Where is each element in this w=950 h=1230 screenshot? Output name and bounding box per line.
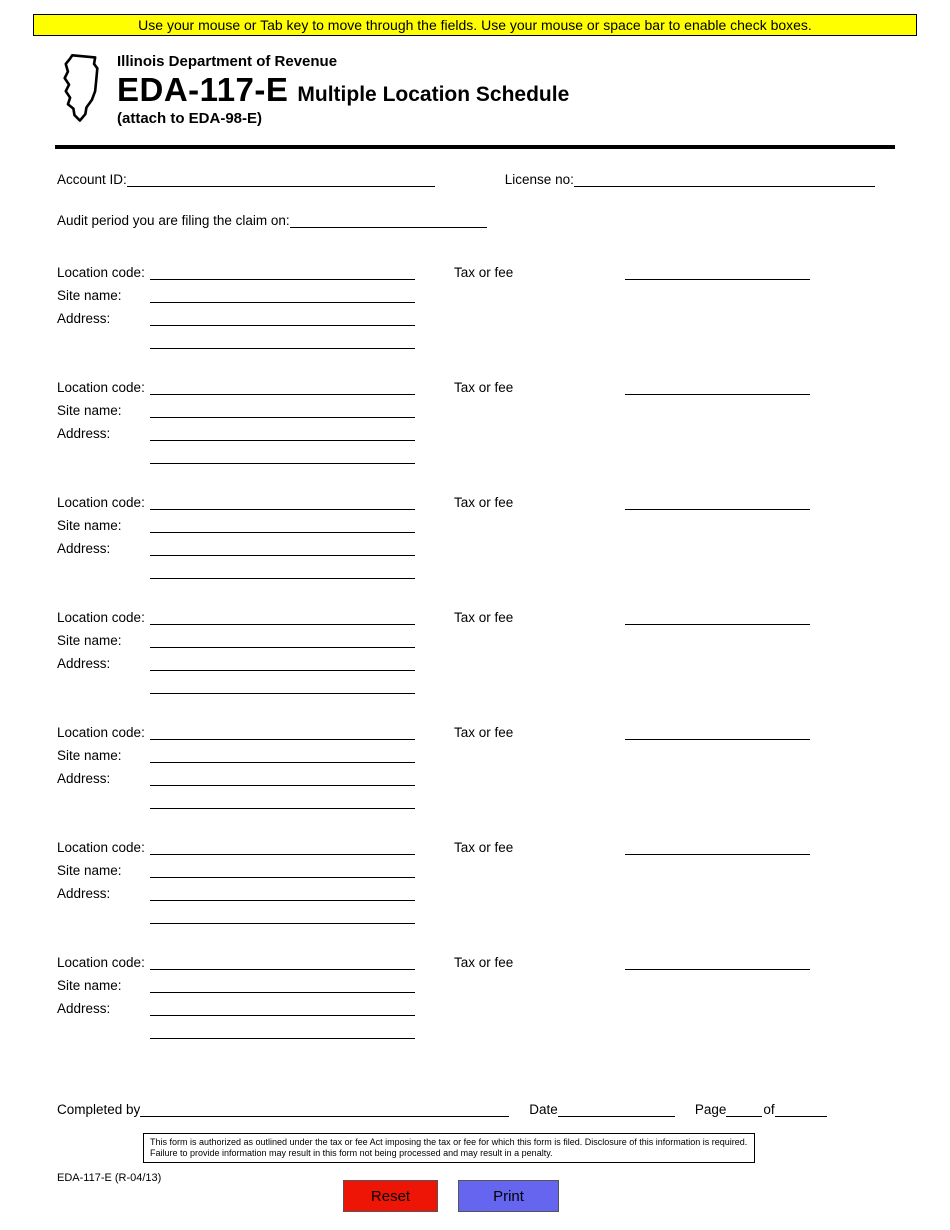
attach-note: (attach to EDA-98-E) (117, 110, 263, 127)
form-id: EDA-117-E (R-04/13) (57, 1172, 162, 1184)
tax-or-fee-field[interactable] (625, 724, 810, 740)
tax-or-fee-field[interactable] (625, 264, 810, 280)
location-code-field[interactable] (150, 839, 415, 855)
tax-or-fee-field[interactable] (625, 609, 810, 625)
address-label: Address: (57, 656, 111, 671)
location-block (57, 953, 817, 1039)
site-name-field[interactable] (150, 632, 415, 648)
location-code-row (57, 378, 817, 395)
address-label: Address: (57, 541, 111, 556)
tax-or-fee-field[interactable] (625, 379, 810, 395)
address-field-line2[interactable] (150, 793, 415, 809)
tax-or-fee-label: Tax or fee (454, 495, 514, 510)
tax-or-fee-label: Tax or fee (454, 610, 514, 625)
address-field-line1[interactable] (150, 770, 415, 786)
page-of-field[interactable] (775, 1101, 827, 1117)
site-name-label: Site name: (57, 748, 122, 763)
address-label: Address: (57, 886, 111, 901)
location-code-label: Location code: (57, 840, 145, 855)
instruction-banner (33, 14, 917, 36)
location-code-row (57, 263, 817, 280)
address-row-2 (57, 447, 817, 464)
location-code-label: Location code: (57, 725, 145, 740)
address-row (57, 999, 817, 1016)
address-row (57, 309, 817, 326)
address-field-line2[interactable] (150, 908, 415, 924)
location-code-field[interactable] (150, 264, 415, 280)
audit-period-field[interactable] (290, 212, 487, 228)
location-block (57, 493, 817, 579)
site-name-label: Site name: (57, 978, 122, 993)
account-id-field[interactable] (127, 171, 435, 187)
tax-or-fee-label: Tax or fee (454, 380, 514, 395)
title-line (117, 71, 569, 109)
license-no-field[interactable] (574, 171, 875, 187)
site-name-label: Site name: (57, 863, 122, 878)
address-label: Address: (57, 426, 111, 441)
address-label: Address: (57, 311, 111, 326)
location-block (57, 378, 817, 464)
form-header (55, 52, 569, 127)
tax-or-fee-label: Tax or fee (454, 725, 514, 740)
site-name-field[interactable] (150, 977, 415, 993)
audit-period-label: Audit period you are filing the claim on: (57, 213, 290, 228)
address-row (57, 769, 817, 786)
print-button[interactable]: Print (458, 1180, 559, 1212)
illinois-state-icon (55, 52, 107, 126)
site-name-label: Site name: (57, 518, 122, 533)
reset-button[interactable]: Reset (343, 1180, 438, 1212)
location-code-row (57, 838, 817, 855)
location-block (57, 723, 817, 809)
location-block (57, 608, 817, 694)
tax-or-fee-field[interactable] (625, 954, 810, 970)
address-field-line1[interactable] (150, 1000, 415, 1016)
completed-by-label: Completed by (57, 1102, 141, 1117)
address-row-2 (57, 792, 817, 809)
instruction-banner-text: Use your mouse or Tab key to move through the fields. Use your mouse or space bar to enable check boxes. (138, 17, 812, 33)
address-row (57, 884, 817, 901)
location-code-row (57, 723, 817, 740)
location-code-label: Location code: (57, 265, 145, 280)
site-name-field[interactable] (150, 402, 415, 418)
address-field-line2[interactable] (150, 1023, 415, 1039)
address-row-2 (57, 677, 817, 694)
address-field-line2[interactable] (150, 563, 415, 579)
address-row-2 (57, 1022, 817, 1039)
date-label: Date (529, 1102, 558, 1117)
location-code-label: Location code: (57, 610, 145, 625)
location-code-label: Location code: (57, 495, 145, 510)
address-field-line2[interactable] (150, 333, 415, 349)
site-name-row (57, 746, 817, 763)
address-field-line1[interactable] (150, 425, 415, 441)
tax-or-fee-label: Tax or fee (454, 265, 514, 280)
completed-by-field[interactable] (140, 1101, 509, 1117)
date-field[interactable] (558, 1101, 675, 1117)
site-name-field[interactable] (150, 287, 415, 303)
address-field-line1[interactable] (150, 655, 415, 671)
audit-period-row (57, 211, 487, 228)
address-field-line1[interactable] (150, 540, 415, 556)
account-row (57, 170, 875, 187)
location-blocks (57, 263, 817, 1068)
location-block (57, 838, 817, 924)
site-name-row (57, 976, 817, 993)
location-code-field[interactable] (150, 379, 415, 395)
address-field-line2[interactable] (150, 448, 415, 464)
address-field-line2[interactable] (150, 678, 415, 694)
completed-row (57, 1100, 833, 1117)
tax-or-fee-field[interactable] (625, 494, 810, 510)
disclaimer-text: This form is authorized as outlined under the tax or fee Act imposing the tax or fee for which this form is filed. Disclosure of this information is required. Failure to provide information may result in this form not being processed and may result in a penalty. (150, 1137, 748, 1158)
location-code-field[interactable] (150, 494, 415, 510)
address-row (57, 654, 817, 671)
tax-or-fee-label: Tax or fee (454, 840, 514, 855)
agency-name: Illinois Department of Revenue (117, 53, 338, 70)
site-name-label: Site name: (57, 288, 122, 303)
address-label: Address: (57, 771, 111, 786)
location-code-field[interactable] (150, 724, 415, 740)
site-name-label: Site name: (57, 403, 122, 418)
address-row-2 (57, 332, 817, 349)
address-field-line1[interactable] (150, 310, 415, 326)
address-row-2 (57, 562, 817, 579)
address-field-line1[interactable] (150, 885, 415, 901)
address-row (57, 539, 817, 556)
location-code-field[interactable] (150, 954, 415, 970)
site-name-row (57, 401, 817, 418)
address-row-2 (57, 907, 817, 924)
tax-or-fee-field[interactable] (625, 839, 810, 855)
location-code-field[interactable] (150, 609, 415, 625)
page-field[interactable] (726, 1101, 762, 1117)
site-name-field[interactable] (150, 862, 415, 878)
location-code-label: Location code: (57, 955, 145, 970)
form-number: EDA-117-E (117, 71, 289, 108)
address-row (57, 424, 817, 441)
location-code-row (57, 493, 817, 510)
site-name-row (57, 286, 817, 303)
page-label: Page (694, 1102, 727, 1117)
license-no-label: License no: (504, 172, 574, 187)
of-label: of (763, 1102, 775, 1117)
account-id-label: Account ID: (57, 172, 127, 187)
location-block (57, 263, 817, 349)
site-name-row (57, 861, 817, 878)
site-name-field[interactable] (150, 747, 415, 763)
disclaimer-box (143, 1133, 755, 1163)
tax-or-fee-label: Tax or fee (454, 955, 514, 970)
site-name-row (57, 516, 817, 533)
site-name-field[interactable] (150, 517, 415, 533)
address-label: Address: (57, 1001, 111, 1016)
location-code-row (57, 953, 817, 970)
site-name-row (57, 631, 817, 648)
location-code-label: Location code: (57, 380, 145, 395)
form-title: Multiple Location Schedule (297, 83, 570, 106)
header-text (117, 52, 569, 127)
location-code-row (57, 608, 817, 625)
site-name-label: Site name: (57, 633, 122, 648)
header-rule (55, 145, 895, 149)
